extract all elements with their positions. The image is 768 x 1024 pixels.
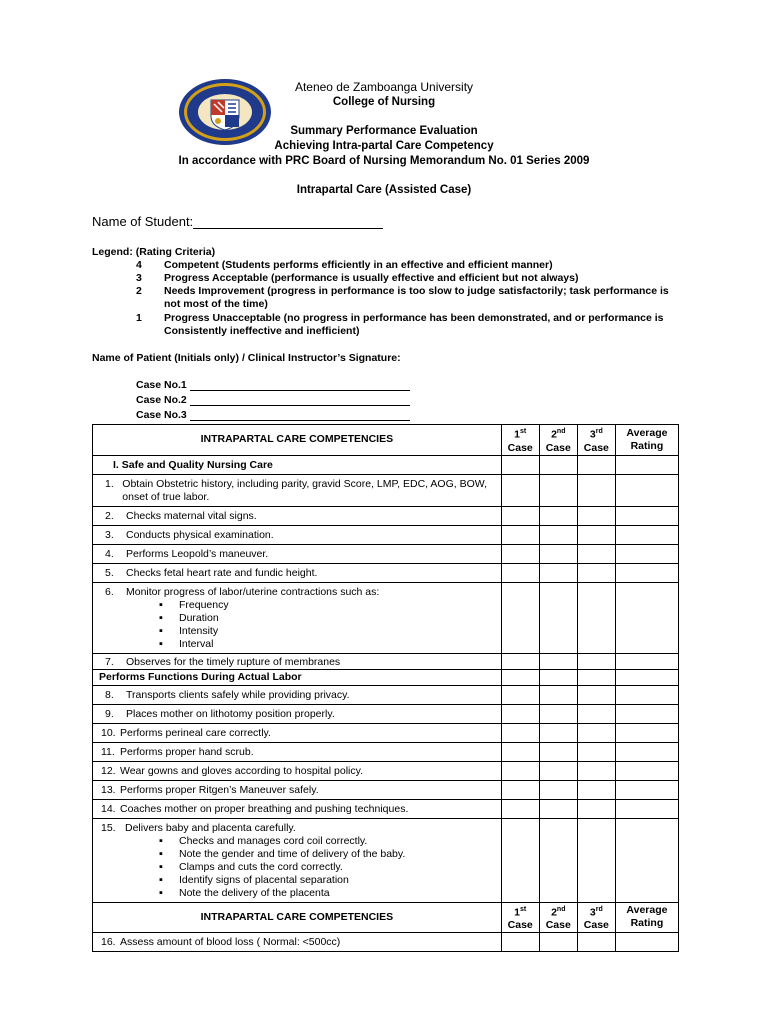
case-2-line[interactable] [190,394,410,406]
rating-cell[interactable] [615,799,678,818]
item-num: 6. [105,585,114,598]
competencies-header: INTRAPARTAL CARE COMPETENCIES [93,902,502,933]
table-row [93,582,679,653]
rating-cell[interactable] [539,455,577,474]
item-num: 9. [105,707,114,720]
list-item: ▪ Frequency [179,599,497,612]
rating-cell[interactable] [615,933,678,952]
rating-cell[interactable] [615,761,678,780]
rating-cell[interactable] [539,669,577,685]
section-row [93,669,679,685]
legend-text: Competent (Students performs efficiently in an effective and efficient manner) [164,259,553,271]
rating-cell[interactable] [577,455,615,474]
item-num: 16. [101,936,116,948]
rating-cell[interactable] [539,582,577,653]
table-row [93,563,679,582]
average-rating-header: Average Rating [615,425,678,456]
rating-cell[interactable] [501,780,539,799]
table-header-row [93,425,679,456]
rating-cell[interactable] [501,818,539,902]
case-1-field[interactable] [136,379,410,391]
rating-cell[interactable] [577,818,615,902]
rating-cell[interactable] [615,723,678,742]
legend-num: 4 [136,259,142,271]
case-2-header: 2nd Case [539,425,577,456]
rating-cell[interactable] [501,563,539,582]
rating-cell[interactable] [615,653,678,669]
rating-cell[interactable] [577,704,615,723]
university-name-text: Ateneo de Zamboanga University [294,80,474,94]
legend-text: Needs Improvement (progress in performance is too slow to judge satisfactorily; task performance is not most of the time) [164,285,669,310]
item-num: 11. [101,745,115,758]
rating-cell[interactable] [501,455,539,474]
rating-cell[interactable] [577,799,615,818]
table-row [93,685,679,704]
rating-cell[interactable] [539,799,577,818]
rating-cell[interactable] [539,780,577,799]
rating-cell[interactable] [577,544,615,563]
table-row [93,818,679,902]
rating-cell[interactable] [615,474,678,506]
rating-cell[interactable] [501,742,539,761]
item-num: 1. [105,477,114,490]
rating-cell[interactable] [577,669,615,685]
case-1-header: 1st Case [501,425,539,456]
case-2-header: 2nd Case [539,902,577,933]
rating-cell[interactable] [577,653,615,669]
rating-cell[interactable] [501,723,539,742]
list-item: ▪ Interval [179,638,497,651]
patient-label: Name of Patient (Initials only) / Clinical Instructor’s Signature: [92,352,401,364]
rating-cell[interactable] [615,455,678,474]
university-name [0,80,768,94]
item-num: 12. [101,764,116,777]
case-3-label: Case No.3 [136,409,187,421]
list-item: ▪ Identify signs of placental separation [179,874,497,887]
rating-cell[interactable] [615,818,678,902]
rating-cell[interactable] [615,742,678,761]
item-num: 10. [101,726,116,739]
rating-cell[interactable] [501,525,539,544]
case-3-header: 3rd Case [577,902,615,933]
list-item: ▪ Checks and manages cord coil correctly. [179,835,497,848]
student-name-field[interactable] [92,214,383,229]
rating-cell[interactable] [501,669,539,685]
case-2-label: Case No.2 [136,394,187,406]
section-1-title: I. Safe and Quality Nursing Care [93,455,502,474]
competencies-header: INTRAPARTAL CARE COMPETENCIES [93,425,502,456]
table-row [93,474,679,506]
title-line-3: In accordance with PRC Board of Nursing Memorandum No. 01 Series 2009 [178,155,590,167]
item-text: Checks fetal heart rate and fundic height. [126,566,318,579]
rating-cell[interactable] [501,653,539,669]
rating-cell[interactable] [539,653,577,669]
case-1-header: 1st Case [501,902,539,933]
rating-cell[interactable] [615,704,678,723]
list-item: ▪ Note the delivery of the placenta [179,887,497,900]
item-text: Obtain Obstetric history, including parity, gravid Score, LMP, EDC, AOG, BOW, onset of true labor. [122,477,488,503]
student-name-label: Name of Student: [92,214,194,229]
case-3-field[interactable] [136,409,410,421]
rating-cell[interactable] [615,544,678,563]
sub-list [105,599,497,651]
rating-cell[interactable] [615,669,678,685]
case-3-header: 3rd Case [577,425,615,456]
item-text: Assess amount of blood loss ( Normal: <500cc) [120,936,341,948]
rating-cell[interactable] [539,525,577,544]
rating-cell[interactable] [539,544,577,563]
rating-cell[interactable] [577,685,615,704]
rating-cell[interactable] [501,761,539,780]
item-num: 3. [105,528,114,541]
section-2-title: Performs Functions During Actual Labor [93,669,502,685]
legend-title: Legend: (Rating Criteria) [92,246,216,258]
case-3-line[interactable] [190,409,410,421]
rating-cell[interactable] [501,685,539,704]
table-row [93,761,679,780]
item-text: Performs Leopold’s maneuver. [126,547,269,560]
item-num: 7. [105,655,114,668]
item-text: Coaches mother on proper breathing and pushing techniques. [120,802,409,815]
case-1-line[interactable] [190,379,410,391]
item-text: Delivers baby and placenta carefully. [125,821,296,834]
table-row [93,933,679,952]
rating-cell[interactable] [577,525,615,544]
rating-cell[interactable] [539,474,577,506]
title-line-2: Achieving Intra-partal Care Competency [274,140,494,152]
rating-cell[interactable] [577,506,615,525]
section-row [93,455,679,474]
item-text: Checks maternal vital signs. [126,509,257,522]
table-row [93,780,679,799]
legend-num: 3 [136,272,142,284]
rating-cell[interactable] [577,742,615,761]
rating-cell[interactable] [577,582,615,653]
average-rating-header: Average Rating [615,902,678,933]
legend-text: Progress Unacceptable (no progress in performance has been demonstrated, and or performance is Consistently ineffective and inefficient) [164,312,664,337]
rating-cell[interactable] [615,506,678,525]
rating-cell[interactable] [539,563,577,582]
case-1-label: Case No.1 [136,379,187,391]
table-row [93,525,679,544]
item-num: 4. [105,547,114,560]
case-2-field[interactable] [136,394,410,406]
item-text: Performs proper hand scrub. [120,745,254,758]
table-header-row [93,902,679,933]
rating-cell[interactable] [577,723,615,742]
table-row [93,742,679,761]
item-text: Conducts physical examination. [126,528,274,541]
item-text: Places mother on lithotomy position properly. [126,707,335,720]
item-text: Performs proper Ritgen’s Maneuver safely. [120,783,319,796]
item-num: 13. [101,783,116,796]
rating-cell[interactable] [501,799,539,818]
item-num: 2. [105,509,114,522]
table-row [93,799,679,818]
table-row [93,653,679,669]
college-name: College of Nursing [332,96,436,108]
rating-cell[interactable] [615,582,678,653]
legend-num: 1 [136,312,142,324]
rating-cell[interactable] [539,506,577,525]
list-item: ▪ Note the gender and time of delivery of the baby. [179,848,497,861]
item-num: 15. [101,821,116,834]
rating-cell[interactable] [501,582,539,653]
rating-cell[interactable] [577,563,615,582]
table-row [93,723,679,742]
title-line-1: Summary Performance Evaluation [290,125,478,137]
rating-cell[interactable] [539,704,577,723]
legend-num: 2 [136,285,142,297]
rating-cell[interactable] [539,933,577,952]
item-num: 14. [101,802,116,815]
rating-cell[interactable] [501,933,539,952]
sub-list [101,835,497,900]
rating-cell[interactable] [615,563,678,582]
list-item: ▪ Duration [179,612,497,625]
item-num: 8. [105,688,114,701]
rating-cell[interactable] [501,544,539,563]
competency-table [92,424,679,952]
rating-cell[interactable] [615,685,678,704]
item-text: Transports clients safely while providing privacy. [126,688,350,701]
rating-cell[interactable] [577,474,615,506]
item-text: Performs perineal care correctly. [120,726,271,739]
rating-cell[interactable] [501,474,539,506]
item-num: 5. [105,566,114,579]
rating-cell[interactable] [615,780,678,799]
item-text: Observes for the timely rupture of membranes [126,655,341,668]
item-text: Wear gowns and gloves according to hospital policy. [120,764,363,777]
table-row [93,704,679,723]
list-item: ▪ Clamps and cuts the cord correctly. [179,861,497,874]
legend-text: Progress Acceptable (performance is usually effective and efficient but not always) [164,272,579,284]
rating-cell[interactable] [501,506,539,525]
list-item: ▪ Intensity [179,625,497,638]
table-row [93,544,679,563]
rating-cell[interactable] [615,525,678,544]
rating-cell[interactable] [539,742,577,761]
table-row [93,506,679,525]
rating-cell[interactable] [501,704,539,723]
rating-cell[interactable] [539,818,577,902]
student-name-line[interactable] [193,214,383,229]
rating-cell[interactable] [539,685,577,704]
rating-cell[interactable] [539,723,577,742]
rating-cell[interactable] [539,761,577,780]
rating-cell[interactable] [577,780,615,799]
form-subtitle: Intrapartal Care (Assisted Case) [296,184,472,196]
item-text: Monitor progress of labor/uterine contractions such as: [126,585,380,598]
rating-cell[interactable] [577,761,615,780]
rating-cell[interactable] [577,933,615,952]
